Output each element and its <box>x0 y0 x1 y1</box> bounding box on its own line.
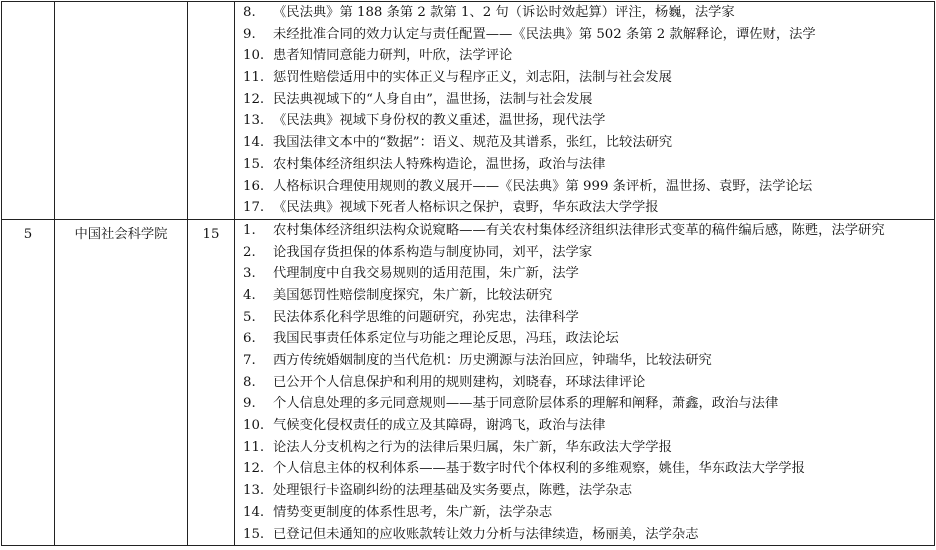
item-text: 民法体系化科学思维的问题研究，孙宪忠，法律科学 <box>273 309 579 325</box>
list-item <box>235 458 934 480</box>
rank-cell <box>2 219 55 545</box>
item-text: 论我国存货担保的体系构造与制度协同，刘平，法学家 <box>273 244 593 260</box>
rank-cell-text: 5 <box>23 226 33 242</box>
list-item <box>235 67 934 89</box>
item-number: 8. <box>243 5 256 20</box>
item-text: 《民法典》第 188 条第 2 款第 1、2 句（诉讼时效起算）评注，杨巍，法学家 <box>273 5 735 20</box>
item-number: 11. <box>243 439 265 455</box>
item-text: 代理制度中自我交易规则的适用范围，朱广新，法学 <box>273 266 579 282</box>
item-number: 17. <box>243 200 265 216</box>
item-text: 《民法典》视域下身份权的教义重述，温世扬，现代法学 <box>273 113 606 129</box>
list-item <box>235 89 934 111</box>
count-cell-text: 15 <box>202 226 220 242</box>
list-item <box>235 132 934 154</box>
item-number: 15. <box>243 156 265 172</box>
item-number: 3. <box>243 266 256 282</box>
item-number: 13. <box>243 483 265 499</box>
list-item <box>235 524 934 546</box>
publication-table <box>1 1 935 546</box>
list-item <box>235 502 934 524</box>
item-text: 情势变更制度的体系性思考，朱广新，法学杂志 <box>273 504 553 520</box>
list-item <box>235 45 934 67</box>
item-number: 10. <box>243 418 265 434</box>
table-body <box>2 2 935 546</box>
item-text: 个人信息处理的多元同意规则——基于同意阶层体系的理解和阐释，萧鑫，政治与法律 <box>273 396 779 412</box>
list-item <box>235 2 934 24</box>
item-text: 论法人分支机构之行为的法律后果归属，朱广新，华东政法大学学报 <box>273 439 672 455</box>
item-number: 16. <box>243 178 265 194</box>
list-item <box>235 328 934 350</box>
list-item <box>235 372 934 394</box>
item-text: 气候变化侵权责任的成立及其障碍，谢鸿飞，政治与法律 <box>273 418 606 434</box>
item-text: 农村集体经济组织法人特殊构造论，温世扬，政治与法律 <box>273 156 606 172</box>
list-item <box>235 480 934 502</box>
table-row <box>2 219 935 545</box>
item-text: 《民法典》视域下死者人格标识之保护，袁野，华东政法大学学报 <box>273 200 659 216</box>
item-text: 民法典视域下的“人身自由”，温世扬，法制与社会发展 <box>273 91 593 107</box>
list-item <box>235 154 934 176</box>
list-item <box>235 393 934 415</box>
item-number: 10. <box>243 48 265 64</box>
item-number: 2. <box>243 244 256 260</box>
item-text: 个人信息主体的权利体系——基于数字时代个体权利的多维观察，姚佳，华东政法大学学报 <box>273 461 805 477</box>
item-number: 12. <box>243 461 265 477</box>
list-item <box>235 350 934 372</box>
item-number: 5. <box>243 309 256 325</box>
institution-cell-text <box>55 6 187 28</box>
institution-cell <box>55 219 188 545</box>
item-text: 农村集体经济组织法构众说窥略——有关农村集体经济组织法律形式变革的稿件编后感，陈甦，法学研究 <box>273 222 885 238</box>
list-item <box>235 197 934 219</box>
item-number: 14. <box>243 504 265 520</box>
item-text: 未经批准合同的效力认定与责任配置——《民法典》第 502 条第 2 款解释论，谭佐财，法学 <box>273 26 816 42</box>
rank-cell-text <box>2 6 54 28</box>
item-text: 我国民事责任体系定位与功能之理论反思，冯珏，政法论坛 <box>273 331 619 347</box>
list-item <box>235 220 934 242</box>
item-text: 美国惩罚性赔偿制度探究，朱广新，比较法研究 <box>273 287 553 303</box>
list-item <box>235 285 934 307</box>
item-text: 已登记但未通知的应收账款转让效力分析与法律续造，杨丽美，法学杂志 <box>273 526 699 542</box>
table-row <box>2 2 935 220</box>
item-number: 9. <box>243 396 256 412</box>
item-number: 7. <box>243 353 256 368</box>
item-number: 11. <box>243 70 265 86</box>
item-text: 惩罚性赔偿适用中的实体正义与程序正义，刘志阳，法制与社会发展 <box>273 70 672 86</box>
rank-cell <box>2 2 55 220</box>
list-item <box>235 307 934 329</box>
item-text: 已公开个人信息保护和利用的规则建构，刘晓春，环球法律评论 <box>273 374 646 390</box>
list-item <box>235 437 934 459</box>
item-number: 1. <box>243 222 256 238</box>
item-number: 14. <box>243 135 265 151</box>
list-item <box>235 176 934 198</box>
list-item <box>235 242 934 264</box>
article-list-cell <box>235 2 935 220</box>
article-list-cell <box>235 219 935 545</box>
item-number: 15. <box>243 526 265 542</box>
item-text: 处理银行卡盗刷纠纷的法理基础及实务要点，陈甦，法学杂志 <box>273 483 633 499</box>
item-number: 8. <box>243 374 256 390</box>
item-number: 4. <box>243 287 256 303</box>
item-text: 患者知情同意能力研判，叶欣，法学评论 <box>273 48 513 64</box>
item-number: 9. <box>243 26 256 42</box>
item-number: 12. <box>243 91 265 107</box>
item-text: 西方传统婚姻制度的当代危机：历史溯源与法治回应，钟瑞华，比较法研究 <box>273 353 712 368</box>
item-text: 我国法律文本中的“数据”：语义、规范及其谱系，张红，比较法研究 <box>273 135 673 151</box>
list-item <box>235 110 934 132</box>
count-cell-text <box>188 6 234 28</box>
institution-cell <box>55 2 188 220</box>
item-number: 6. <box>243 331 256 347</box>
list-item <box>235 24 934 46</box>
item-number: 13. <box>243 113 265 129</box>
count-cell <box>188 219 235 545</box>
count-cell <box>188 2 235 220</box>
institution-cell-text: 中国社会科学院 <box>74 226 168 242</box>
item-text: 人格标识合理使用规则的教义展开——《民法典》第 999 条评析，温世扬、袁野，法学论坛 <box>273 178 813 194</box>
list-item <box>235 263 934 285</box>
list-item <box>235 415 934 437</box>
